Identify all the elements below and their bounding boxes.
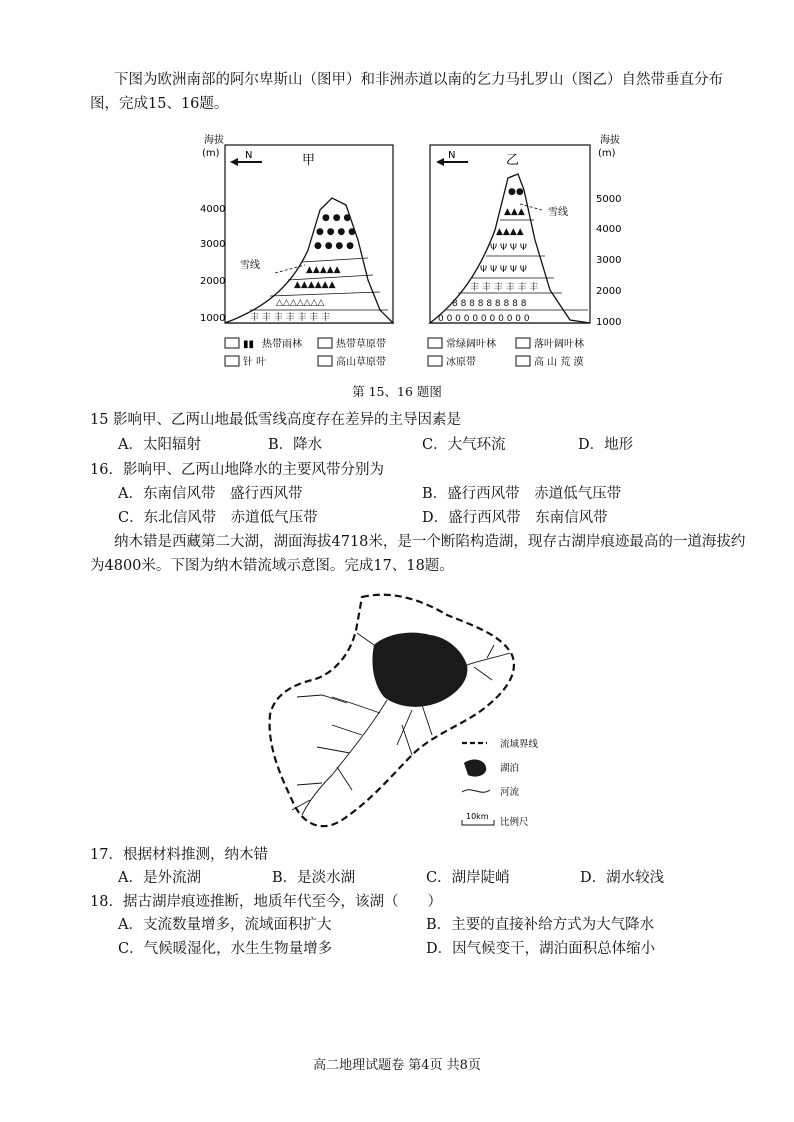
tick-b-1000: 1000 xyxy=(596,317,622,328)
svg-text:● ● ●: ● ● ● xyxy=(322,213,352,223)
scale-label: 10km xyxy=(466,812,489,821)
q16-option-b: B．盛行西风带 赤道低气压带 xyxy=(422,486,622,502)
tick-a-4000: 4000 xyxy=(200,204,226,215)
panel-kilimanjaro xyxy=(430,133,621,328)
map-legend xyxy=(462,738,539,828)
q17-option-a: A．是外流湖 xyxy=(118,870,201,886)
legend-boundary: 流域界线 xyxy=(500,739,539,750)
legend-lake: 湖泊 xyxy=(500,763,520,774)
svg-text:▮▮: ▮▮ xyxy=(243,339,255,350)
legend-deciduous: 落叶阔叶林 xyxy=(534,339,584,350)
figure-legend xyxy=(225,337,584,368)
svg-text:● ● ● ●: ● ● ● ● xyxy=(316,227,356,237)
legend-ice: 冰原带 xyxy=(446,357,476,368)
svg-text:●●: ●● xyxy=(508,187,524,197)
svg-text:8 8 8 8 8 8 8 8 8: 8 8 8 8 8 8 8 8 8 xyxy=(452,299,527,309)
svg-text:▲▲▲: ▲▲▲ xyxy=(504,207,525,217)
intro-paragraph-1: 下图为欧洲南部的阿尔卑斯山（图甲）和非洲赤道以南的乞力马扎罗山（图乙）自然带垂直分布图，完成15、16题。 xyxy=(90,72,723,112)
tick-a-3000: 3000 xyxy=(200,239,226,250)
q17-option-b: B．是淡水湖 xyxy=(272,870,356,886)
q18-option-a: A．支流数量增多，流域面积扩大 xyxy=(118,917,332,933)
north-label-a: N xyxy=(245,150,253,161)
tick-b-2000: 2000 xyxy=(596,286,622,297)
legend-alpine-desert: 高 山 荒 漠 xyxy=(534,357,584,368)
q18-option-d: D．因气候变干，湖泊面积总体缩小 xyxy=(426,941,656,957)
panel-title-a: 甲 xyxy=(302,153,316,168)
legend-rainforest: 热带雨林 xyxy=(262,339,302,350)
legend-evergreen: 常绿阔叶林 xyxy=(446,339,496,350)
north-label-b: N xyxy=(448,150,456,161)
q15-option-a: A．太阳辐射 xyxy=(118,437,201,453)
legend-river: 河流 xyxy=(500,787,520,798)
svg-text:● ● ● ●: ● ● ● ● xyxy=(314,241,354,251)
q16-stem: 16．影响甲、乙两山地降水的主要风带分别为 xyxy=(90,462,384,478)
q17-option-c: C．湖岸陡峭 xyxy=(426,870,510,886)
svg-text:0 0 0 0 0 0 0 0 0 0 0: 0 0 0 0 0 0 0 0 0 0 0 xyxy=(438,314,530,324)
q17-option-d: D．湖水较浅 xyxy=(580,870,665,886)
tick-b-3000: 3000 xyxy=(596,255,622,266)
legend-savanna: 热带草原带 xyxy=(336,339,386,350)
q15-stem: 15 影响甲、乙两山地最低雪线高度存在差异的主导因素是 xyxy=(90,412,462,428)
y-unit-a: (m) xyxy=(202,148,220,159)
q18-stem: 18．据古湖岸痕迹推断，地质年代至今，该湖（ ） xyxy=(90,894,442,910)
svg-text:▲▲▲▲: ▲▲▲▲ xyxy=(496,227,524,237)
namtso-basin-map xyxy=(262,585,572,840)
q15-option-d: D．地形 xyxy=(578,437,634,453)
svg-text:▲▲▲▲▲▲: ▲▲▲▲▲▲ xyxy=(294,280,336,290)
tick-a-1000: 1000 xyxy=(200,313,226,324)
tick-b-4000: 4000 xyxy=(596,224,622,235)
q18-option-b: B．主要的直接补给方式为大气降水 xyxy=(426,917,655,933)
q16-option-c: C．东北信风带 赤道低气压带 xyxy=(118,510,318,526)
vertical-zonation-figure xyxy=(190,130,630,380)
panel-alps xyxy=(200,133,393,324)
panel-title-b: 乙 xyxy=(506,153,520,168)
y-label-b: 海拔 xyxy=(600,135,620,146)
legend-scale: 比例尺 xyxy=(500,817,529,828)
tick-b-5000: 5000 xyxy=(596,194,622,205)
q18-option-c: C．气候暖湿化，水生生物量增多 xyxy=(118,941,333,957)
q15-option-b: B．降水 xyxy=(268,437,323,453)
svg-text:△△△△△△△: △△△△△△△ xyxy=(276,298,325,308)
svg-text:Ψ Ψ Ψ Ψ: Ψ Ψ Ψ Ψ xyxy=(490,243,527,253)
lake-namtso xyxy=(372,633,467,707)
q16-option-d: D．盛行西风带 东南信风带 xyxy=(422,510,608,526)
q15-option-c: C．大气环流 xyxy=(422,437,506,453)
figure-caption: 第 15、16 题图 xyxy=(352,384,442,399)
snowline-label-a: 雪线 xyxy=(240,260,260,271)
legend-alpine-meadow: 高山草原带 xyxy=(336,357,386,368)
snowline-label-b: 雪线 xyxy=(548,207,568,218)
tick-a-2000: 2000 xyxy=(200,276,226,287)
y-unit-b: (m) xyxy=(598,148,616,159)
page-footer: 高二地理试题卷 第4页 共8页 xyxy=(313,1058,481,1073)
q16-option-a: A．东南信风带 盛行西风带 xyxy=(118,486,303,502)
svg-text:丰 丰 丰 丰 丰 丰: 丰 丰 丰 丰 丰 丰 xyxy=(470,283,539,293)
svg-text:丰 丰 丰 丰 丰 丰 丰: 丰 丰 丰 丰 丰 丰 丰 xyxy=(250,313,331,323)
intro-paragraph-2: 纳木错是西藏第二大湖，湖面海拔4718米，是一个断陷构造湖，现存古湖岸痕迹最高的一道海拔约为4800米。下图为纳木错流域示意图。完成17、18题。 xyxy=(90,534,746,574)
svg-text:Ψ Ψ Ψ Ψ Ψ: Ψ Ψ Ψ Ψ Ψ xyxy=(480,265,527,275)
y-label-a: 海拔 xyxy=(204,135,224,146)
q17-stem: 17．根据材料推测，纳木错 xyxy=(90,847,268,863)
legend-conifer: 针 叶 xyxy=(243,357,267,368)
svg-text:▲▲▲▲▲: ▲▲▲▲▲ xyxy=(306,265,341,275)
